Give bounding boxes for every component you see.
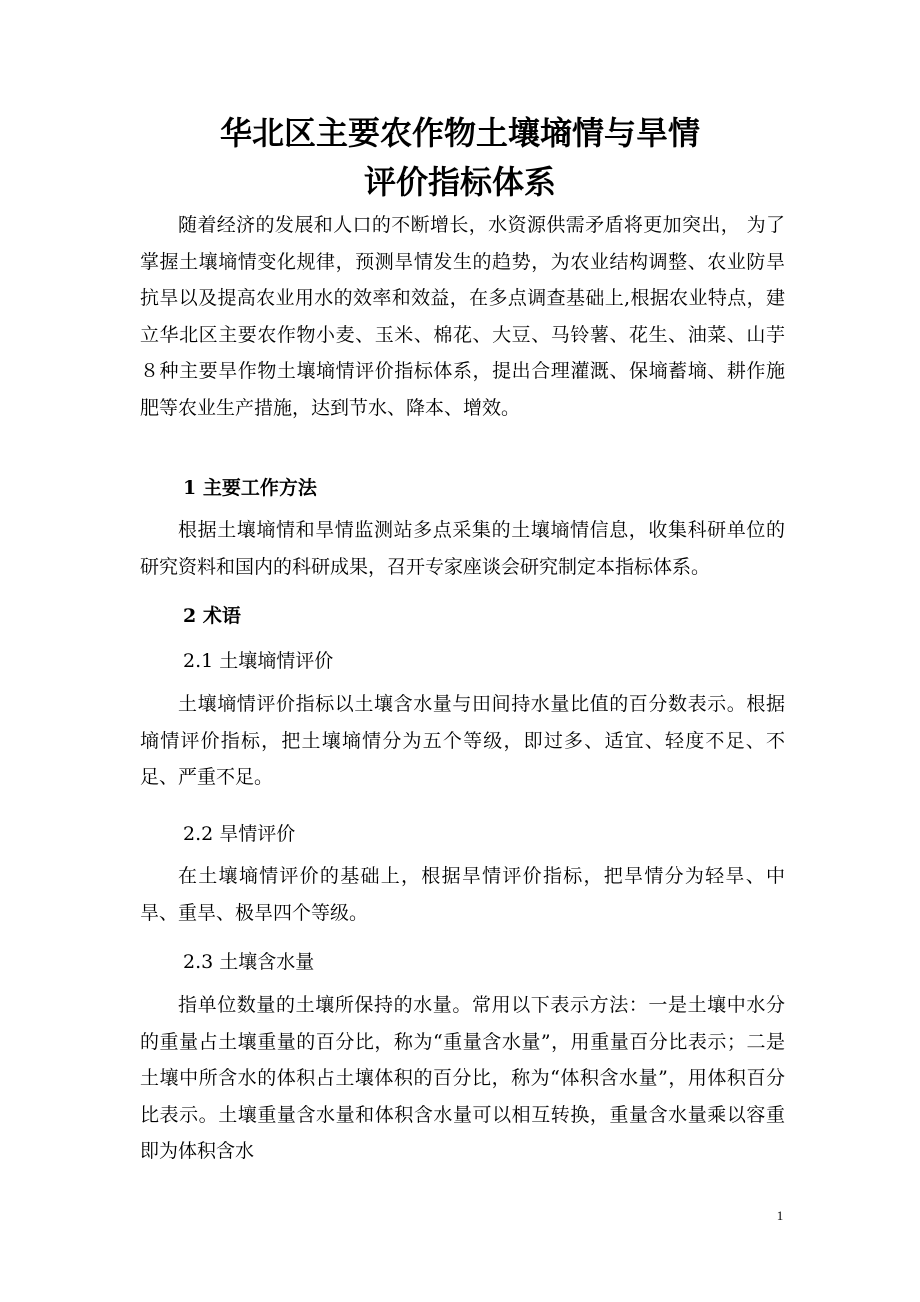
- section2-2-paragraph: 在土壤墒情评价的基础上，根据旱情评价指标，把旱情分为轻旱、中旱、重旱、极旱四个等级。: [140, 865, 785, 924]
- section2-1-paragraph: 土壤墒情评价指标以土壤含水量与田间持水量比值的百分数表示。根据墒情评价指标，把土壤墒情分为五个等级，即过多、适宜、轻度不足、不足、严重不足。: [140, 693, 785, 789]
- section2-2-heading: 2.2 旱情评价: [183, 823, 296, 845]
- section1-heading: 1 主要工作方法: [183, 477, 317, 499]
- section1-paragraph: 根据土壤墒情和旱情监测站多点采集的土壤墒情信息，收集科研单位的研究资料和国内的科研成果，召开专家座谈会研究制定本指标体系。: [140, 519, 785, 578]
- intro-paragraph: 随着经济的发展和人口的不断增长，水资源供需矛盾将更加突出， 为了掌握土壤墒情变化规律，预测旱情发生的趋势，为农业结构调整、农业防旱抗旱以及提高农业用水的效率和效益，在多点调查基础上,根据农业特点，建立华北区主要农作物小麦、玉米、棉花、大豆、马铃薯、花生、油菜、山芋８种主要旱作物土壤墒情评价指标体系，提出合理灌溉、保墒蓄墒、耕作施肥等农业生产措施，达到节水、降本、增效。: [140, 214, 785, 419]
- section2-heading: 2 术语: [183, 605, 241, 627]
- section2-1-heading: 2.1 土壤墒情评价: [183, 650, 334, 672]
- document-title-line1: 华北区主要农作物土壤墒情与旱情: [219, 114, 700, 152]
- section2-3-paragraph: 指单位数量的土壤所保持的水量。常用以下表示方法：一是土壤中水分的重量占土壤重量的百分比，称为“重量含水量”，用重量百分比表示；二是土壤中所含水的体积占土壤体积的百分比，称为“体积含水量”，用体积百分比表示。土壤重量含水量和体积含水量可以相互转换，重量含水量乘以容重即为体积含水: [140, 994, 785, 1163]
- document-title-line2: 评价指标体系: [363, 163, 556, 201]
- page-number: 1: [776, 1208, 784, 1223]
- section2-3-heading: 2.3 土壤含水量: [183, 951, 315, 973]
